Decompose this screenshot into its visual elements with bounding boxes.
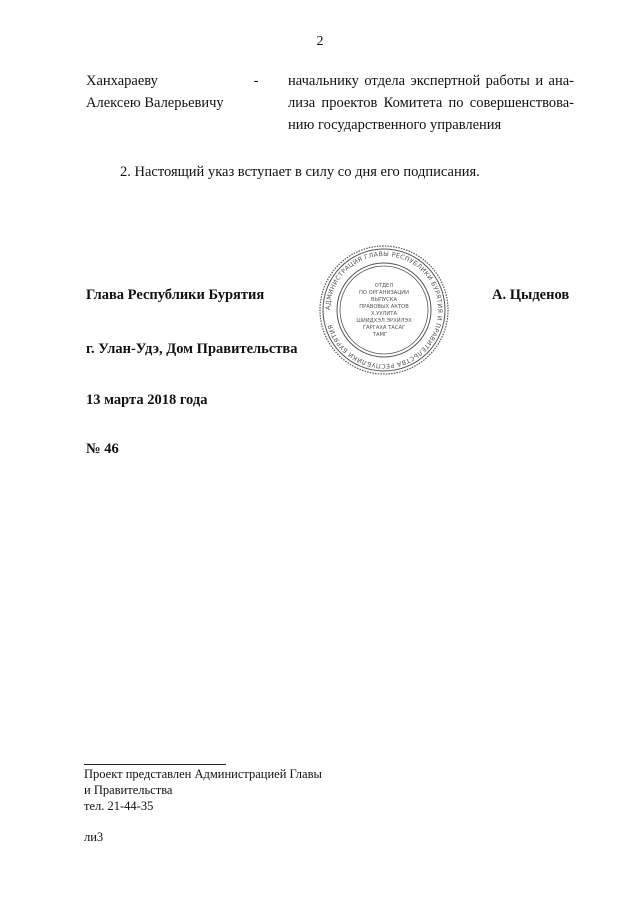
position-line: лиза проектов Комитета по совершенствова- <box>288 95 574 111</box>
seal-center-line: ГАРГАХА ТАСАГ <box>362 325 406 331</box>
signing-date: 13 марта 2018 года <box>86 392 208 408</box>
paragraph-2: 2. Настоящий указ вступает в силу со дня его подписания. <box>120 164 480 180</box>
official-seal <box>318 244 450 376</box>
position-line: нию государственного управления <box>288 117 502 133</box>
footnote <box>84 766 322 814</box>
document-code: ли3 <box>84 830 104 844</box>
footnote-phone: тел. 21-44-35 <box>84 799 154 813</box>
signing-place: г. Улан-Удэ, Дом Правительства <box>86 341 298 357</box>
footnote-line: и Правительства <box>84 783 173 797</box>
seal-center-line: ТАМГ <box>372 332 388 338</box>
seal-center-line: ПО ОРГАНИЗАЦИИ <box>358 290 410 296</box>
seal-ring-text: АДМИНИСТРАЦИЯ ГЛАВЫ РЕСПУБЛИКИ БУРЯТИЯ И ПРАВИТЕЛЬСТВА РЕСПУБЛИКИ БУРЯТИЯ <box>324 250 444 370</box>
seal-center-line: Х.УУЛИТА <box>370 311 398 317</box>
signatory-name: А. Цыденов <box>492 287 570 303</box>
seal-center-line: ПРАВОВЫХ АКТОВ <box>359 304 409 310</box>
appointee-position <box>288 70 574 136</box>
footnote-divider <box>84 764 226 765</box>
seal-center-line: ШИИДХЭЛ ЭРХИЛЭХ <box>356 318 412 324</box>
seal-graphic <box>318 244 450 376</box>
position-line: начальнику отдела экспертной работы и ана- <box>288 73 574 89</box>
seal-center-line: ОТДЕЛ <box>374 283 394 289</box>
appointee-surname: Ханхараеву <box>86 73 158 89</box>
appointment-dash: - <box>253 73 259 89</box>
page-number: 2 <box>316 34 324 49</box>
decree-number: № 46 <box>86 441 119 457</box>
seal-center-line: ВЫПУСКА <box>370 297 398 303</box>
footnote-line: Проект представлен Администрацией Главы <box>84 767 322 781</box>
signatory-title: Глава Республики Бурятия <box>86 287 265 303</box>
appointee-name <box>86 70 256 114</box>
appointee-given-names: Алексею Валерьевичу <box>86 95 224 111</box>
